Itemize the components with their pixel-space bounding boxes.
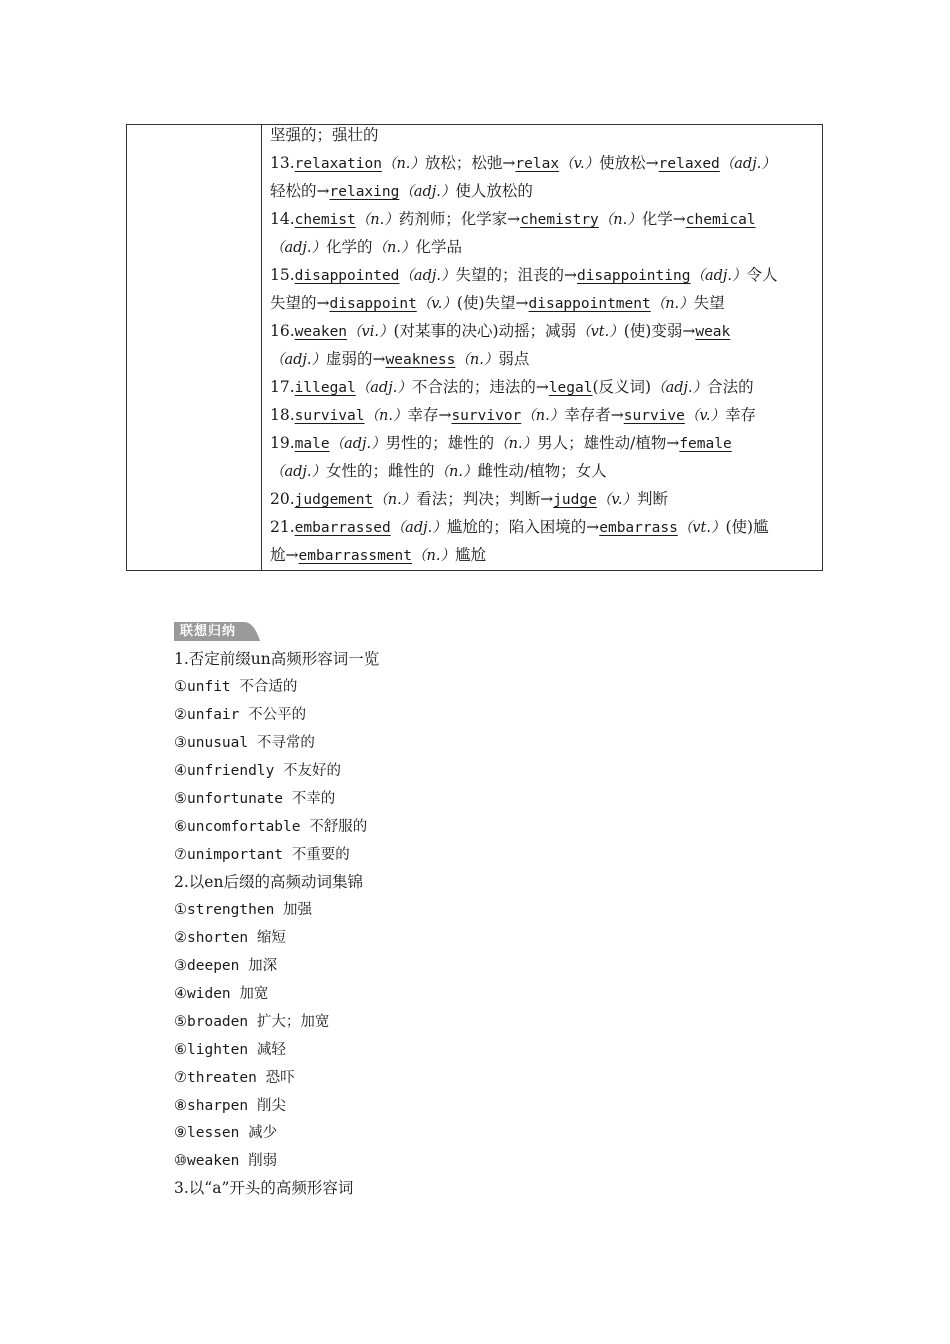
table-left-column — [127, 125, 262, 570]
list-item: ⑦unimportant 不重要的 — [174, 847, 350, 863]
entry-text: 使放松→ — [599, 154, 659, 172]
part-of-speech: （adj.） — [270, 352, 327, 368]
list-item: ①unfit 不合适的 — [174, 679, 298, 695]
entry-16 — [270, 321, 730, 342]
part-of-speech: （vt.） — [576, 324, 624, 340]
part-of-speech: （adj.） — [399, 268, 456, 284]
entry-number: 14. — [270, 210, 295, 228]
entry-text: 坚强的；强壮的 — [270, 126, 379, 144]
entry-text: 放松；松弛→ — [424, 154, 516, 172]
vocab-word: relaxing — [329, 184, 400, 200]
vocab-word: disappointment — [528, 296, 651, 312]
list-item: ⑤unfortunate 不幸的 — [174, 791, 336, 807]
part-of-speech: （adj.） — [651, 380, 708, 396]
part-of-speech: （n.） — [494, 436, 538, 452]
list-item: ⑨lessen 减少 — [174, 1125, 278, 1141]
entry-15-line2 — [270, 293, 725, 314]
entry-number: 13. — [270, 154, 295, 172]
part-of-speech: （v.） — [559, 156, 600, 172]
vocab-word: survivor — [451, 408, 522, 424]
entry-number: 18. — [270, 406, 295, 424]
vocab-word: survive — [623, 408, 685, 424]
entry-16-line2 — [270, 349, 529, 370]
entry-18 — [270, 405, 756, 426]
list-item: ⑥uncomfortable 不舒服的 — [174, 819, 368, 835]
entry-number: 15. — [270, 266, 295, 284]
part-of-speech: （n.） — [373, 492, 417, 508]
entry-text: 幸存者→ — [564, 406, 624, 424]
entry-text: 尬→ — [270, 546, 299, 564]
part-of-speech: （v.） — [416, 296, 457, 312]
part-of-speech: （adj.） — [690, 268, 747, 284]
vocab-word: chemical — [685, 212, 756, 228]
vocab-word: relaxed — [658, 156, 720, 172]
list-item: ⑧sharpen 削尖 — [174, 1098, 286, 1114]
entry-number: 17. — [270, 378, 295, 396]
section-heading-1: 1.否定前缀un高频形容词一览 — [174, 650, 380, 668]
vocab-word: male — [294, 436, 330, 452]
entry-text: 女性的；雌性的 — [326, 462, 435, 480]
vocab-word: weakness — [385, 352, 456, 368]
section-tag — [174, 622, 264, 641]
entry-19 — [270, 433, 732, 454]
entry-text: 雌性动/植物；女人 — [477, 462, 607, 480]
part-of-speech: （vt.） — [677, 520, 726, 536]
vocab-word: judge — [553, 492, 597, 508]
entry-text: 尴尬的；陷入困境的→ — [446, 518, 600, 536]
entry-text: 合法的 — [707, 378, 754, 396]
part-of-speech: （n.） — [364, 408, 408, 424]
entry-text: (反义词) — [592, 378, 652, 396]
entry-text: 药剂师；化学家→ — [398, 210, 521, 228]
vocab-word: legal — [548, 380, 593, 396]
entry-20 — [270, 489, 668, 510]
vocab-word: weaken — [294, 324, 348, 340]
vocab-word: relax — [515, 156, 560, 172]
section-heading-3: 3.以“a”开头的高频形容词 — [174, 1179, 354, 1197]
entry-number: 20. — [270, 490, 295, 508]
entry-13-line2 — [270, 181, 533, 202]
entry-text: (使)变弱→ — [623, 322, 696, 340]
entry-text: (对某事的决心)动摇；减弱 — [393, 322, 577, 340]
entry-text: 失望的；沮丧的→ — [455, 266, 577, 284]
entry-text: 不合法的；违法的→ — [411, 378, 549, 396]
part-of-speech: （adj.） — [719, 156, 776, 172]
entry-15 — [270, 265, 778, 286]
part-of-speech: （n.） — [372, 240, 416, 256]
list-item: ③deepen 加深 — [174, 958, 278, 974]
entry-text: 幸存 — [724, 406, 756, 424]
vocab-word: female — [679, 436, 732, 452]
part-of-speech: （adj.） — [390, 520, 447, 536]
part-of-speech: （n.） — [434, 464, 478, 480]
part-of-speech: （n.） — [355, 212, 399, 228]
entry-text: 化学品 — [415, 238, 463, 256]
list-item: ⑩weaken 削弱 — [174, 1153, 278, 1169]
vocab-word: relaxation — [294, 156, 382, 172]
entry-text: 令人 — [746, 266, 778, 284]
entry-text: (使)失望→ — [456, 294, 529, 312]
entry-number: 21. — [270, 518, 295, 536]
section-tag-label: 联想归纳 — [180, 624, 237, 639]
vocab-word: embarrass — [599, 520, 678, 536]
vocab-word: disappointing — [576, 268, 691, 284]
entry-text: 判断 — [636, 490, 668, 508]
part-of-speech: （v.） — [684, 408, 725, 424]
part-of-speech: （n.） — [521, 408, 565, 424]
entry-number: 16. — [270, 322, 295, 340]
part-of-speech: （adj.） — [355, 380, 412, 396]
entry-text: 虚弱的→ — [326, 350, 386, 368]
vocab-word: illegal — [294, 380, 356, 396]
entry-21-line2 — [270, 545, 486, 566]
list-item: ④widen 加宽 — [174, 986, 269, 1002]
vocabulary-table — [126, 124, 823, 571]
list-item: ⑥lighten 减轻 — [174, 1042, 286, 1058]
entry-text: 化学的 — [326, 238, 373, 256]
entry-text: 看法；判决；判断→ — [416, 490, 554, 508]
vocab-word: disappoint — [329, 296, 417, 312]
entry-text: 化学→ — [641, 210, 686, 228]
entry-text: 男人；雄性动/植物→ — [537, 434, 680, 452]
list-item: ④unfriendly 不友好的 — [174, 763, 342, 779]
entry-14-line2 — [270, 237, 462, 258]
entry-14 — [270, 209, 756, 230]
part-of-speech: （n.） — [650, 296, 694, 312]
entry-text: 尴尬 — [454, 546, 486, 564]
part-of-speech: （n.） — [381, 156, 425, 172]
part-of-speech: （n.） — [455, 352, 499, 368]
vocab-word: chemistry — [520, 212, 599, 228]
vocab-word: embarrassment — [298, 548, 412, 564]
list-item: ②unfair 不公平的 — [174, 707, 307, 723]
list-item: ⑦threaten 恐吓 — [174, 1070, 295, 1086]
entry-17 — [270, 377, 754, 398]
vocab-word: weak — [695, 324, 731, 340]
entry-text: 弱点 — [498, 350, 530, 368]
part-of-speech: （v.） — [596, 492, 637, 508]
entry-21 — [270, 517, 769, 538]
entry-13 — [270, 153, 776, 174]
list-item: ⑤broaden 扩大；加宽 — [174, 1014, 330, 1030]
part-of-speech: （adj.） — [270, 464, 327, 480]
list-item: ①strengthen 加强 — [174, 902, 313, 918]
vocab-word: disappointed — [294, 268, 400, 284]
list-item: ③unusual 不寻常的 — [174, 735, 315, 751]
section-heading-2: 2.以en后缀的高频动词集锦 — [174, 873, 363, 891]
part-of-speech: （adj.） — [399, 184, 456, 200]
entry-text: (使)尴 — [725, 518, 769, 536]
list-item: ②shorten 缩短 — [174, 930, 286, 946]
part-of-speech: （adj.） — [270, 240, 327, 256]
vocab-word: survival — [294, 408, 365, 424]
vocab-word: embarrassed — [294, 520, 391, 536]
entry-text: 失望的→ — [270, 294, 330, 312]
entry-text: 失望 — [693, 294, 725, 312]
entry-12-continued — [270, 125, 379, 145]
entry-text: 使人放松的 — [455, 182, 533, 200]
entry-text: 轻松的→ — [270, 182, 330, 200]
part-of-speech: （vi.） — [347, 324, 394, 340]
part-of-speech: （n.） — [598, 212, 642, 228]
vocab-word: chemist — [294, 212, 356, 228]
entry-text: 男性的；雄性的 — [385, 434, 495, 452]
part-of-speech: （adj.） — [329, 436, 386, 452]
entry-number: 19. — [270, 434, 295, 452]
vocab-word: judgement — [294, 492, 374, 508]
entry-19-line2 — [270, 461, 607, 482]
part-of-speech: （n.） — [412, 548, 455, 564]
entry-text: 幸存→ — [407, 406, 452, 424]
